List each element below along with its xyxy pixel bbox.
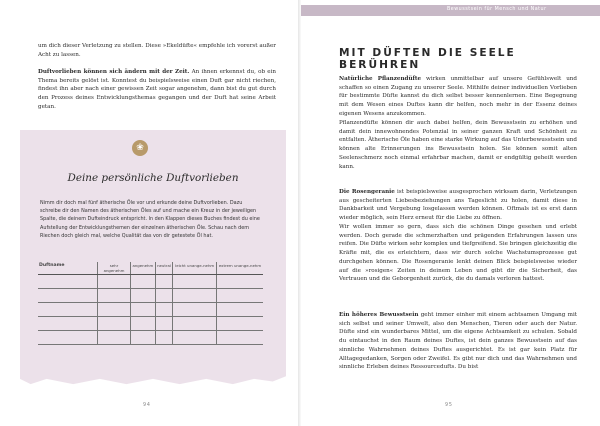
bewusstsein-paragraph: Pflanzendüfte können dir auch dabei helfen, dein Bewusstsein zu erhöhen und damit dein innewohnendes Potenzial in seiner ganzen Kraft und Schönheit zu entfalten. Ätherische Öle haben eine starke Wirkung auf das Unterbewusstsein und können alte Erinnerungen ins Bewusstsein holen. Sie können somit alten Seelenschmerz noch einmal erfahrbar machen, damit er endgültig geheilt werden kann. — [339, 120, 577, 170]
col-angenehm: angenehm — [131, 262, 156, 275]
table-cell[interactable] — [173, 317, 217, 331]
col-duftname: Duftname — [38, 262, 98, 275]
table-cell[interactable] — [38, 317, 98, 331]
table-row — [38, 303, 263, 317]
table-cell[interactable] — [155, 331, 173, 345]
table-cell[interactable] — [131, 317, 156, 331]
page-number-left: 94 — [143, 403, 151, 408]
table-cell[interactable] — [131, 303, 156, 317]
preference-table — [38, 262, 263, 345]
hoeheres-bewusstsein-body: geht immer einher mit einem achtsamen Umgang mit sich selbst und seiner Umwelt, also den Menschen, Tieren oder auch der Natur. Düfte sind ein wunderbares Mittel, um die eigene Achtsamkeit zu schulen. Sobald du eintauchst in den Raum deines Duftes, ist dein ganzes Bewusstsein auf das sinnliche Wahrnehmen deines Duftes ausgerichtet. Es ist gar kein Platz für Alltagegedanken, Sorgen oder Zweifel. Es gibt nur dich und das Wahrnehmen und sinnliche Erleben deines Ressourcedufts. Du bist — [339, 312, 577, 371]
table-cell[interactable] — [98, 303, 131, 317]
left-page — [0, 0, 298, 426]
col-neutral: neutral — [155, 262, 173, 275]
table-cell[interactable] — [217, 317, 264, 331]
table-cell[interactable] — [98, 275, 131, 289]
card-title: Deine persönliche Duftvorlieben — [67, 172, 239, 184]
exercise-card — [20, 130, 286, 392]
table-cell[interactable] — [217, 289, 264, 303]
table-cell[interactable] — [173, 331, 217, 345]
table-cell[interactable] — [155, 303, 173, 317]
table-cell[interactable] — [173, 275, 217, 289]
table-cell[interactable] — [155, 289, 173, 303]
table-header-row — [38, 262, 263, 275]
col-sehr-angenehm: sehr angenehm — [98, 262, 131, 275]
table-cell[interactable] — [98, 331, 131, 345]
table-cell[interactable] — [173, 289, 217, 303]
duftvorlieben-body: An ihnen erkennst du, ob ein Thema bereits gelöst ist. Konntest du beispielsweise einen Duft gar nicht riechen, findest ihn aber nach einer gewissen Zeit sogar angenehm, dann bist du gut durch den Prozess deines Entwicklungsthemas gegangen und der Duft hat seine Arbeit getan. — [38, 69, 276, 110]
lotus-icon: ❀ — [132, 140, 148, 156]
table-cell[interactable] — [98, 289, 131, 303]
duftvorlieben-lead: Duftvorlieben können sich ändern mit der Zeit. — [38, 69, 190, 75]
table-cell[interactable] — [131, 331, 156, 345]
table-cell[interactable] — [38, 303, 98, 317]
duftvorlieben-paragraph — [38, 68, 276, 112]
pflanzenduefte-body: wirken unmittelbar auf unsere Gefühlswelt und schaffen so einen Zugang zu unserer Seele. Mithilfe deiner individuellen Vorlieben für bestimmte Düfte kannst du dich selbst besser kennenlernen. Eine Begegnung mit dem Wesen eines Duftes kann dir helfen, noch mehr in der Essenz deines eigenen Wesens anzukommen. — [339, 76, 577, 117]
intro-paragraph: um dich dieser Verletzung zu stellen. Diese »Ekeldüfte« empfehle ich vorerst außer Acht zu lassen. — [38, 43, 276, 58]
col-leicht-unangenehm: leicht unange-nehm — [173, 262, 217, 275]
running-header-text: Bewusstsein für Mensch und Natur — [447, 7, 547, 12]
table-cell[interactable] — [217, 275, 264, 289]
table-cell[interactable] — [38, 275, 98, 289]
pflanzenduefte-lead: Natürliche Pflanzendüfte — [339, 76, 422, 82]
hoeheres-bewusstsein-lead: Ein höheres Bewusstsein — [339, 312, 419, 318]
table-row — [38, 289, 263, 303]
col-extrem-unangenehm: extrem unange-nehm — [217, 262, 264, 275]
right-page — [301, 0, 600, 426]
running-header — [301, 5, 600, 16]
pflanzenduefte-paragraph — [339, 75, 577, 119]
table-cell[interactable] — [38, 289, 98, 303]
reifen-paragraph: Wir wollen immer so gern, dass sich die schönen Dinge gesehen und erlebt werden. Doch gerade die schmerzhaften und prägenden Erfahrungen lassen uns reifen. Die Düfte wirken sehr komplex und tiefgreifend. Sie bringen gleichzeitig die Kräfte mit, die es erleichtern, dass wir durch solche Wachstumsprozesse gut durchgehen können. Die Rosengeranie lenkt deinen Blick beispielsweise wieder auf die »rosigen« Zeiten in deinem Leben und gibt dir die Sicherheit, das Vertrauen und die Geborgenheit zurück, die du damals verloren hattest. — [339, 224, 577, 283]
rosengeranie-lead: Die Rosengeranie — [339, 189, 395, 195]
rosengeranie-paragraph — [339, 188, 577, 223]
table-row — [38, 275, 263, 289]
page-number-right: 95 — [445, 403, 453, 408]
table-cell[interactable] — [155, 275, 173, 289]
table-cell[interactable] — [98, 317, 131, 331]
table-cell[interactable] — [38, 331, 98, 345]
table-cell[interactable] — [217, 331, 264, 345]
table-cell[interactable] — [131, 275, 156, 289]
table-cell[interactable] — [131, 289, 156, 303]
hoeheres-bewusstsein-paragraph — [339, 311, 577, 372]
table-row — [38, 331, 263, 345]
table-cell[interactable] — [173, 303, 217, 317]
rosengeranie-body: ist beispielsweise ausgesprochen wirksam darin, Verletzungen aus gescheiterten Liebesbeziehungen ans Tageslicht zu holen, damit diese in Dankbarkeit und Vergebung losgelassen werden können. Oftmals ist es erst dann wieder möglich, sein Herz erneut für die Liebe zu öffnen. — [339, 189, 577, 222]
table-cell[interactable] — [217, 303, 264, 317]
table-row — [38, 317, 263, 331]
card-instructions: Nimm dir doch mal fünf ätherische Öle vor und erkunde deine Duftvorlieben. Dazu schreibe dir den Namen des ätherischen Öles auf und mache ein Kreuz in der jeweiligen Spalte, die deinem Dufteindruck entspricht. In den Klappen dieses Buches findest du eine Aufstellung der Entwicklungsthemen der einzelnen ätherischen Öle. Schau nach dem Riechen doch gleich mal, welche Qualität das von dir getestete Öl hat. — [40, 200, 260, 239]
chapter-title: MIT DÜFTEN DIE SEELE BERÜHREN — [339, 47, 516, 71]
table-cell[interactable] — [155, 317, 173, 331]
